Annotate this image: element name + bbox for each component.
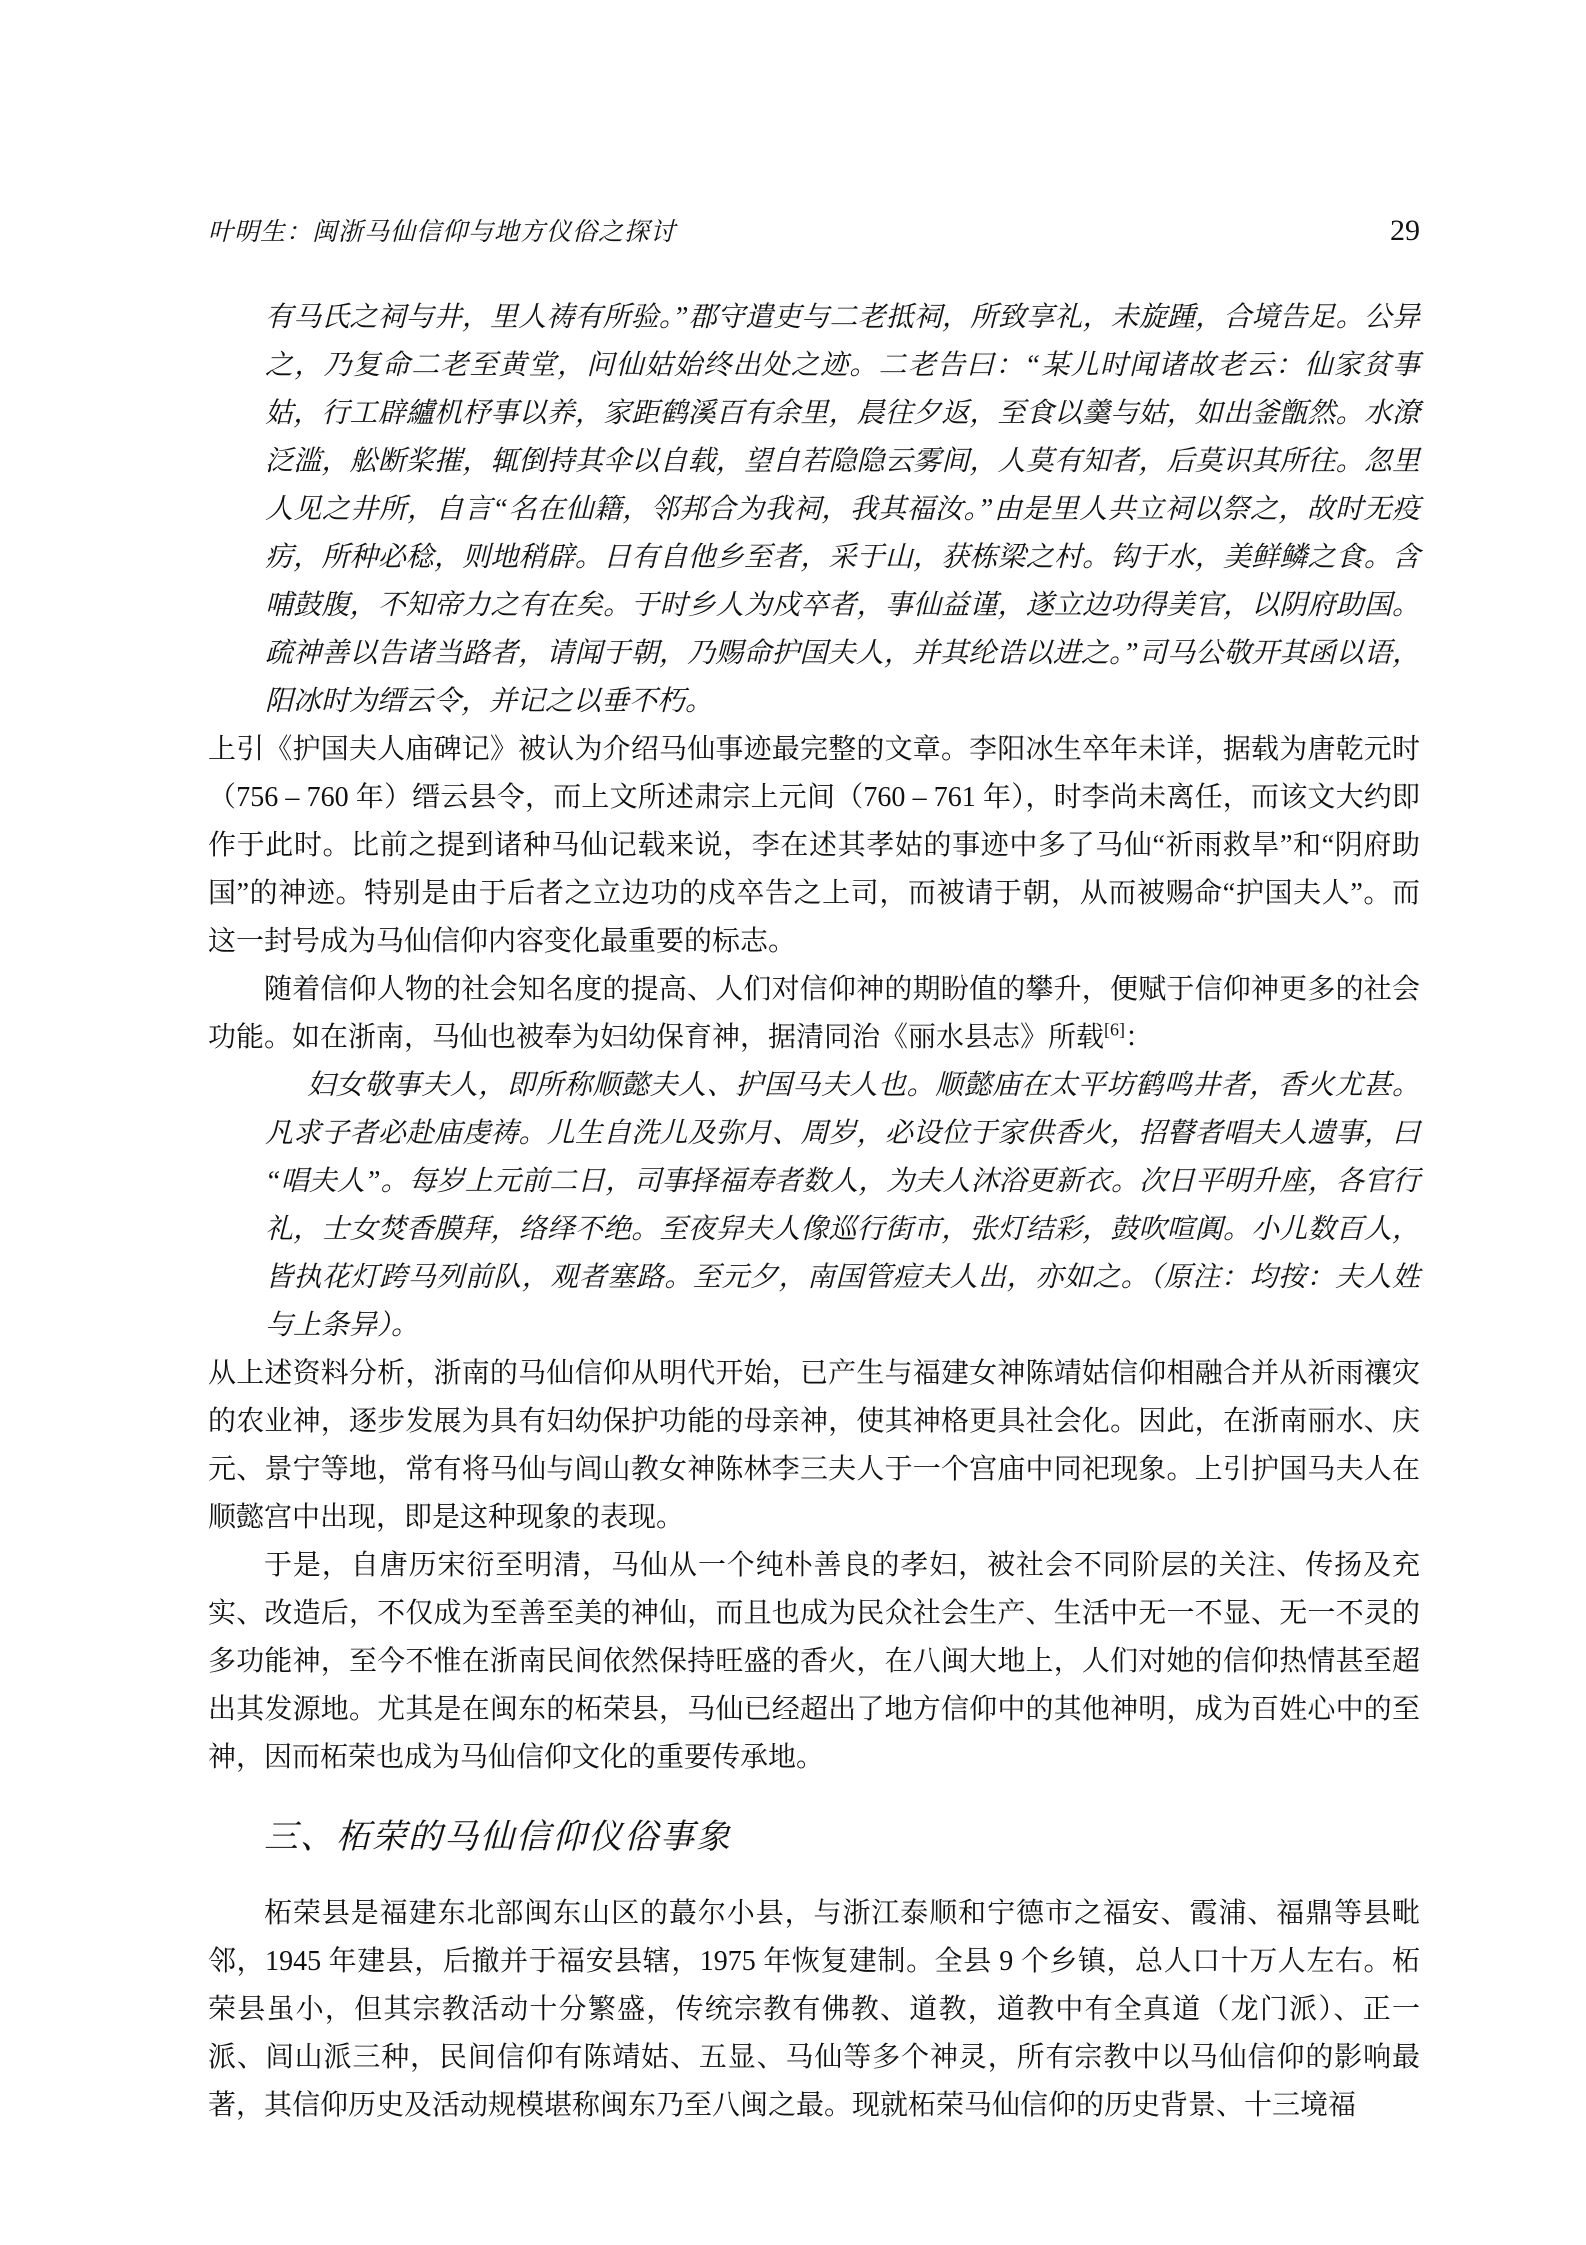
paragraph-lishui-intro (208, 966, 1420, 1062)
paragraph-lishui-intro-text: 随着信仰人物的社会知名度的提高、人们对信仰神的期盼值的攀升，便赋于信仰神更多的社会功能。如在浙南，马仙也被奉为妇幼保育神，据清同治《丽水县志》所载 (208, 974, 1420, 1053)
page-number: 29 (1390, 214, 1420, 247)
article-body (208, 294, 1420, 2130)
paragraph-zhenan-analysis: 从上述资料分析，浙南的马仙信仰从明代开始，已产生与福建女神陈靖姑信仰相融合并从祈雨禳灾的农业神，逐步发展为具有妇幼保护功能的母亲神，使其神格更具社会化。因此，在浙南丽水、庆元、景宁等地，常有将马仙与闾山教女神陈林李三夫人于一个宫庙中同祀现象。上引护国马夫人在顺懿宫中出现，即是这种现象的表现。 (208, 1358, 1420, 1533)
running-header (208, 212, 1420, 248)
running-header-title: 叶明生：闽浙马仙信仰与地方仪俗之探讨 (208, 219, 677, 246)
paragraph-zherong-county: 柘荣县是福建东北部闽东山区的蕞尔小县，与浙江泰顺和宁德市之福安、霞浦、福鼎等县毗邻，1945 年建县，后撤并于福安县辖，1975 年恢复建制。全县 9 个乡镇，总人口十万人左右。柘荣县虽小，但其宗教活动十分繁盛，传统宗教有佛教、道教，道教中有全真道（龙门派）、正一派、闾山派三种，民间信仰有陈靖姑、五显、马仙等多个神灵，所有宗教中以马仙信仰的影响最著，其信仰历史及活动规模堪称闽东乃至八闽之最。现就柘荣马仙信仰的历史背景、十三境福 (208, 1898, 1420, 2121)
footnote-ref-6: [6] (1104, 1019, 1126, 1040)
blockquote-huguo-furen-beiji: 有马氏之祠与井，里人祷有所验。”郡守遣吏与二老抵祠，所致享礼，未旋踵，合境告足。公异之，乃复命二老至黄堂，问仙姑始终出处之迹。二老告曰：“某儿时闻诸故老云：仙家贫事姑，行工辟纑机杼事以养，家距鹤溪百有余里，晨往夕返，至食以羹与姑，如出釜甑然。水潦泛滥，舩断桨摧，辄倒持其伞以自载，望自若隐隐云雾间，人莫有知者，后莫识其所往。忽里人见之井所，自言“名在仙籍，邻邦合为我祠，我其福汝。”由是里人共立祠以祭之，故时无疫疠，所种必稔，则地稍辟。日有自他乡至者，采于山，获栋梁之村。钩于水，美鲜鳞之食。含哺鼓腹，不知帝力之有在矣。于时乡人为戍卒者，事仙益谨，遂立边功得美官，以阴府助国。疏神善以告诸当路者，请闻于朝，乃赐命护国夫人，并其纶诰以进之。”司马公敬开其函以语，阳冰时为缙云令，并记之以垂不朽。 (265, 302, 1420, 717)
paragraph-tang-song-ming-qing: 于是，自唐历宋衍至明清，马仙从一个纯朴善良的孝妇，被社会不同阶层的关注、传扬及充实、改造后，不仅成为至善至美的神仙，而且也成为民众社会生产、生活中无一不显、无一不灵的多功能神，至今不惟在浙南民间依然保持旺盛的香火，在八闽大地上，人们对她的信仰热情甚至超出其发源地。尤其是在闽东的柘荣县，马仙已经超出了地方信仰中的其他神明，成为百姓心中的至神，因而柘荣也成为马仙信仰文化的重要传承地。 (208, 1550, 1420, 1773)
blockquote-lishui-xianzhi: 妇女敬事夫人，即所称顺懿夫人、护国马夫人也。顺懿庙在太平坊鹤鸣井者，香火尤甚。凡求子者必赴庙虔祷。儿生自洗儿及弥月、周岁，必设位于家供香火，招瞽者唱夫人遗事，曰“唱夫人”。每岁上元前二日，司事择福寿者数人，为夫人沐浴更新衣。次日平明升座，各官行礼，士女焚香膜拜，络绎不绝。至夜舁夫人像巡行街市，张灯结彩，鼓吹喧阗。小儿数百人，皆执花灯跨马列前队，观者塞路。至元夕，南国管痘夫人出，亦如之。（原注：均按：夫人姓与上条异）。 (265, 1070, 1420, 1341)
section-heading-zherong: 三、柘荣的马仙信仰仪俗事象 (264, 1819, 732, 1856)
paragraph-beiji-commentary: 上引《护国夫人庙碑记》被认为介绍马仙事迹最完整的文章。李阳冰生卒年未详，据载为唐乾元时（756 – 760 年）缙云县令，而上文所述肃宗上元间（760 – 761 年），时李尚未离任，而该文大约即作于此时。比前之提到诸种马仙记载来说，李在述其孝姑的事迹中多了马仙“祈雨救旱”和“阴府助国”的神迹。特别是由于后者之立边功的戍卒告之上司，而被请于朝，从而被赐命“护国夫人”。而这一封号成为马仙信仰内容变化最重要的标志。 (208, 734, 1420, 957)
paragraph-lishui-intro-colon: ： (1125, 1022, 1154, 1053)
